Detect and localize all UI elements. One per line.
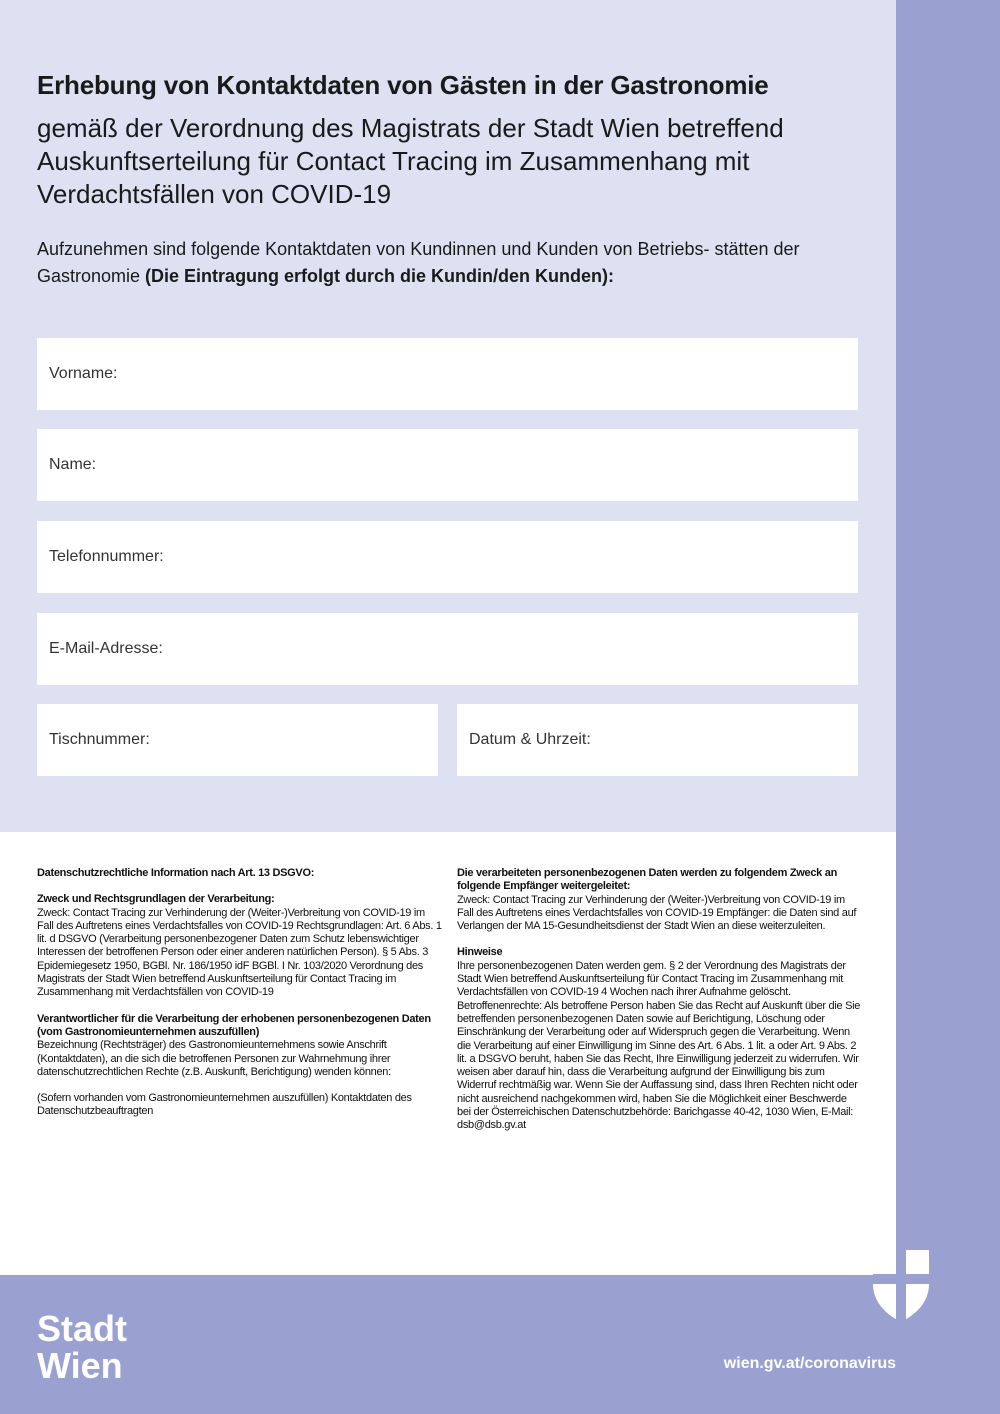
vorname-label: Vorname: — [49, 365, 118, 382]
telefon-label: Telefonnummer: — [49, 548, 164, 565]
footer-url[interactable]: wien.gv.at/coronavirus — [723, 1355, 896, 1372]
name-label: Name: — [49, 456, 97, 473]
page-subtitle: gemäß der Verordnung des Magistrats der Stadt Wien betreffend Auskunftserteilung für Contact Tracing im Zusammenhang mit Verdachtsfällen von COVID-19 — [37, 113, 784, 209]
privacy-info-right — [457, 867, 862, 1146]
datum-uhrzeit-field[interactable] — [457, 704, 858, 776]
datenschutzbeauftragter-text: (Sofern vorhanden vom Gastronomieunternehmen auszufüllen) Kontaktdaten des Datenschutzbeauftragten — [37, 1092, 412, 1118]
empfaenger-text: Zweck: Contact Tracing zur Verhinderung der (Weiter-)Verbreitung von COVID-19 im Fall des Auftretens eines Verdachtsfalles von COVID-19 Empfänger: die Daten sind auf Verlangen der MA 15-Gesundheitsdienst der Stadt Wien an diese weiterzuleiten. — [457, 893, 857, 933]
logo-line-1: Stadt — [37, 1308, 127, 1349]
email-label: E-Mail-Adresse: — [49, 640, 163, 657]
vorname-field[interactable] — [37, 338, 858, 410]
hinweise-text: Ihre personenbezogenen Daten werden gem. § 2 der Verordnung des Magistrats der Stadt Wien betreffend Auskunftserteilung für Contact Tracing im Zusammenhang mit Verdachtsfällen von COVID-19 4 Wochen nach ihrer Aufnahme gelöscht. Betroffenenrechte: Als betroffene Person haben Sie das Recht auf Auskunft über die Sie betreffenden personenbezogenen Daten sowie auf Berichtigung, Löschung oder Einschränkung der Verarbeitung oder auf Widerspruch gegen die Verarbeitung. Wenn die Verarbeitung auf einer Einwilligung im Sinne des Art. 6 Abs. 1 lit. a oder Art. 9 Abs. 2 lit. a DSGVO beruht, haben Sie das Recht, Ihre Einwilligung jederzeit zu widerrufen. Wir weisen aber darauf hin, dass die Verarbeitung aufgrund der Einwilligung bis zum Widerruf rechtmäßig war. Wenn Sie der Auffassung sind, dass Ihren Rechten nicht oder nicht ausreichend nachgekommen wird, haben Sie die Möglichkeit einer Beschwerde bei der Österreichischen Datenschutzbehörde: Barichgasse 40-42, 1030 Wien, E-Mail: dsb@dsb.gv.at — [457, 959, 861, 1132]
empfaenger-heading: Die verarbeiteten personenbezogenen Daten werden zu folgendem Zweck an folgende Empfänger weitergeleitet: — [457, 867, 837, 893]
verantwortlicher-heading: Verantwortlicher für die Verarbeitung der erhobenen personenbezogenen Daten (vom Gastronomieunternehmen auszufüllen) — [37, 1012, 431, 1038]
page-title: Erhebung von Kontaktdaten von Gästen in der Gastronomie — [37, 70, 769, 100]
tischnummer-field[interactable] — [37, 704, 438, 776]
accent-strip — [896, 0, 1000, 1414]
wien-shield-icon — [873, 1250, 929, 1322]
email-field[interactable] — [37, 613, 858, 685]
telefon-field[interactable] — [37, 521, 858, 593]
name-field[interactable] — [37, 429, 858, 501]
tischnummer-label: Tischnummer: — [49, 731, 150, 748]
hinweise-heading: Hinweise — [457, 946, 503, 959]
privacy-info-left — [37, 867, 442, 1132]
zweck-text: Zweck: Contact Tracing zur Verhinderung der (Weiter-)Verbreitung von COVID-19 im Fall des Auftretens eines Verdachtsfalles von COVID-19 Rechtsgrundlagen: Art. 6 Abs. 1 lit. d DSGVO (Verarbeitung personenbezogener Daten zum Schutz lebenswichtiger Interessen der betroffenen Person oder einer anderen natürlichen Person). § 5 Abs. 3 Epidemiegesetz 1950, BGBl. Nr. 186/1950 idF BGBl. I Nr. 103/2020 Verordnung des Magistrats der Stadt Wien betreffend Auskunftserteilung für Contact Tracing im Zusammenhang mit Verdachtsfällen von COVID-19 — [37, 906, 442, 999]
intro-bold: (Die Eintragung erfolgt durch die Kundin/den Kunden): — [145, 266, 615, 286]
stadt-wien-logo — [37, 1310, 127, 1384]
intro-text — [37, 236, 857, 290]
zweck-heading: Zweck und Rechtsgrundlagen der Verarbeitung: — [37, 893, 275, 906]
datum-uhrzeit-label: Datum & Uhrzeit: — [469, 731, 591, 748]
verantwortlicher-text: Bezeichnung (Rechtsträger) des Gastronomieunternehmens sowie Anschrift (Kontaktdaten), an die sich die betroffenen Personen zur Wahrnehmung ihrer datenschutzrechtlichen Rechte (z.B. Auskunft, Berichtigung) wenden können: — [37, 1039, 391, 1078]
privacy-heading: Datenschutzrechtliche Information nach Art. 13 DSGVO: — [37, 867, 315, 879]
logo-line-2: Wien — [37, 1345, 123, 1386]
intro-regular: Aufzunehmen sind folgende Kontaktdaten von Kundinnen und Kunden von Betriebs- stätten der Gastronomie — [37, 239, 800, 286]
footer-bar — [0, 1275, 1000, 1414]
